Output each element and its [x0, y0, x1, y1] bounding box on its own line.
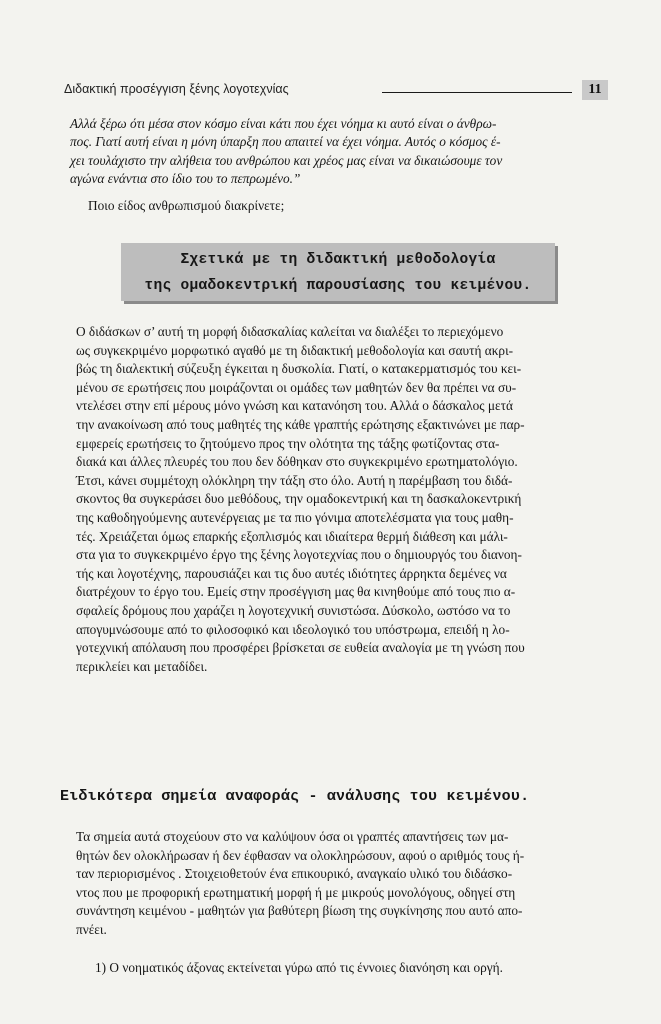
body-line: περικλείει και μεταδίδει.	[76, 658, 208, 674]
section-paragraph	[76, 828, 616, 940]
body-line: τές. Χρειάζεται όμως επαρκής εξοπλισμός και ιδιαίτερα θερμή διάθεση και μάλι-	[76, 528, 508, 544]
banner-line-2: της ομαδοκεντρική παρουσίασης του κειμένου.	[144, 278, 532, 294]
body-line: σκοντος θα συγκεράσει δυο μεθόδους, την ομαδοκεντρική και τη δασκαλοκεντρική	[76, 491, 522, 507]
quote-line: Αλλά ξέρω ότι μέσα στον κόσμο είναι κάτι που έχει νόημα κι αυτό είναι ο άνθρω-	[70, 116, 497, 131]
body-line: βώς τη διαλεκτική σύζευξη έγκειται η δυσκολία. Γιατί, ο κατακερματισμός του κει-	[76, 361, 522, 377]
body-line: την ανακοίνωση από τους μαθητές της κάθε γραπτής ερώτησης εξακτινώνει με παρ-	[76, 416, 525, 432]
body-line: Έτσι, κάνει συμμέτοχη ολόκληρη την τάξη στο όλο. Αυτή η παρέμβαση του διδά-	[76, 472, 513, 488]
section-line: θητών δεν ολοκλήρωσαν ή δεν έφθασαν να ολοκληρώσουν, αφού ο αριθμός τους ή-	[76, 847, 525, 863]
body-line: ντελέσει στην επί μέρους μόνο γνώση και κατανόηση του. Αλλά ο δάσκαλος μετά	[76, 398, 513, 414]
banner-line-1: Σχετικά με τη διδακτική μεθοδολογία	[180, 252, 496, 268]
section-subheading: Ειδικότερα σημεία αναφοράς - ανάλυσης του κειμένου.	[60, 788, 530, 805]
section-banner	[121, 243, 555, 301]
section-line: Τα σημεία αυτά στοχεύουν στο να καλύψουν όσα οι γραπτές απαντήσεις των μα-	[76, 829, 509, 844]
body-line: Ο διδάσκων σ’ αυτή τη μορφή διδασκαλίας καλείται να διαλέξει το περιεχόμενο	[76, 324, 504, 339]
page-number: 11	[582, 80, 608, 100]
body-paragraph	[76, 323, 616, 676]
section-line: ντος που με προφορική ερωτηματική μορφή ή με μικρούς μονολόγους, οδηγεί στη	[76, 884, 516, 900]
header-rule	[382, 92, 572, 93]
body-line: διατρέχουν το έργο του. Εμείς στην προσέγγιση μας θα κινηθούμε από τους πιο α-	[76, 584, 516, 600]
body-line: εμφερείς ερωτήσεις το ζητούμενο προς την ολότητα της τάξης φωτίζοντας στα-	[76, 435, 500, 451]
section-line: πνέει.	[76, 921, 107, 937]
body-line: απογυμνώσουμε από το φιλοσοφικό και ιδεολογικό του υπόστρωμα, επειδή η λο-	[76, 621, 510, 637]
quote-line: αγώνα ενάντια στο ίδιο του το πεπρωμένο.”	[70, 170, 301, 186]
body-line: στα για το συγκεκριμένο έργο της ξένης λογοτεχνίας που ο δημιουργός του διανοη-	[76, 547, 522, 563]
header-title: Διδακτική προσέγγιση ξένης λογοτεχνίας	[64, 82, 289, 96]
body-line: σφαλείς δρόμους που χαράζει η λογοτεχνική συνιστώσα. Δύσκολο, ωστόσο να το	[76, 602, 511, 618]
body-line: τής και λογοτέχνης, παρουσιάζει και τις δυο αυτές ιδιότητες άρρηκτα δεμένες να	[76, 565, 507, 581]
numbered-point-1: 1) Ο νοηματικός άξονας εκτείνεται γύρω από τις έννοιες διανόηση και οργή.	[95, 960, 503, 975]
running-header	[64, 80, 604, 104]
body-line: της καθοδηγούμενης αυτενέργειας με τα πιο γόνιμα αποτελέσματα για τους μαθη-	[76, 509, 514, 525]
quote-line: πος. Γιατί αυτή είναι η μόνη ύπαρξη που απαιτεί να έχει νόημα. Αυτός ο κόσμος έ-	[70, 134, 501, 150]
section-line: συνάντηση κειμένου - μαθητών για βαθύτερη βίωση της συγκίνησης που αυτό απο-	[76, 903, 523, 919]
section-line: ταν περιορισμένος . Στοιχειοθετούν ένα επικουρικό, αναγκαίο υλικό του διδάσκο-	[76, 866, 513, 882]
body-line: ως συγκεκριμένο μορφωτικό αγαθό με τη διδακτική μεθοδολογία και σαυτή ακρι-	[76, 342, 514, 358]
quote-block	[70, 115, 603, 188]
quote-line: χει τουλάχιστο την αλήθεια του ανθρώπου και χρέος μας είναι να δικαιώσουμε τον	[70, 152, 503, 168]
body-line: γοτεχνική απόλαυση που προσφέρει βρίσκεται σε ευθεία αναλογία με τη γνώση που	[76, 640, 525, 656]
body-line: μένου σε ερωτήσεις που μοιράζονται οι ομάδες των μαθητών δεν θα πρέπει να συ-	[76, 379, 517, 395]
body-line: διακά και άλλες πλευρές του που δεν δόθηκαν στο συγκεκριμένο ερωτηματολόγιο.	[76, 454, 518, 470]
question-text: Ποιο είδος ανθρωπισμού διακρίνετε;	[88, 198, 285, 213]
